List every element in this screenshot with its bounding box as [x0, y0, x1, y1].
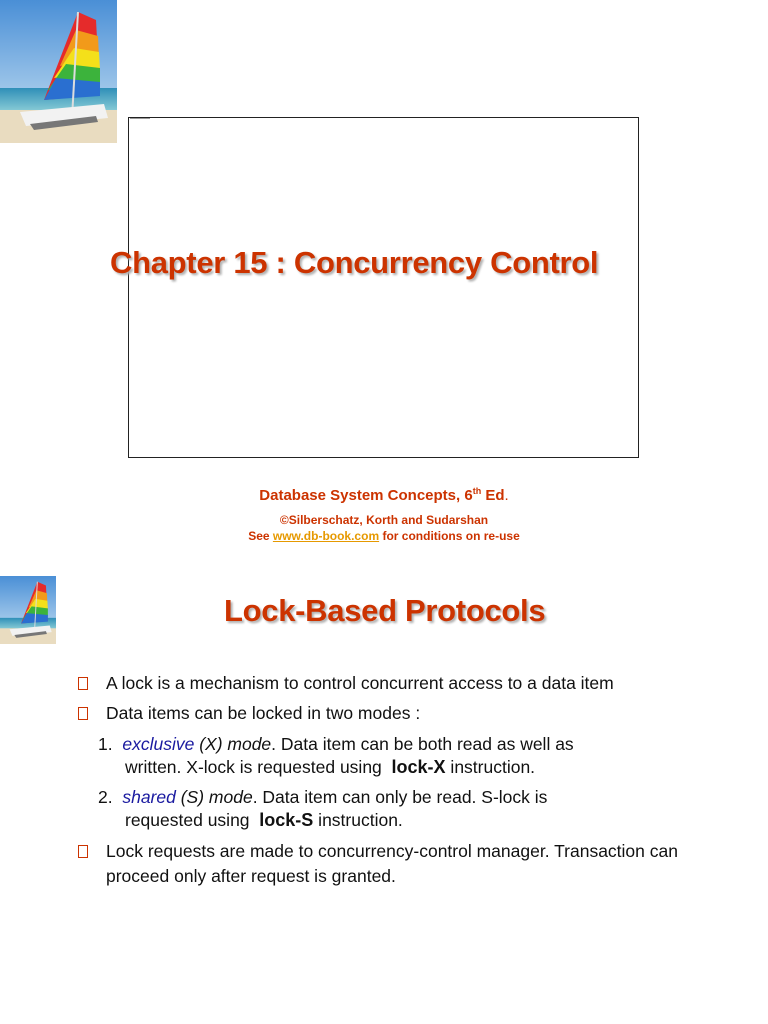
mode-label: (X) mode	[194, 734, 272, 754]
book-name: Database System Concepts, 6	[259, 487, 473, 504]
bullet-lock-modes: Data items can be locked in two modes :	[106, 703, 421, 723]
edition-superscript: th	[472, 486, 482, 496]
lock-s-command: lock-S	[259, 810, 314, 830]
copyright-line: ©Silberschatz, Korth and Sudarshan	[279, 513, 489, 527]
reuse-prefix: See	[248, 529, 273, 543]
list-item-exclusive-line2: written. X-lock is requested using lock-X instruction.	[125, 757, 536, 777]
square-bullet-icon	[78, 677, 88, 690]
sailboat-image	[0, 576, 56, 644]
item-text: . Data item can be both read as well as	[271, 734, 574, 754]
slide-title: Lock-Based Protocols	[224, 593, 546, 628]
frame-marker	[130, 118, 150, 119]
edition-label: Ed	[481, 487, 505, 504]
list-number: 1.	[98, 734, 113, 754]
title-slide-frame	[128, 117, 639, 458]
list-item-shared	[98, 787, 547, 808]
lock-x-command: lock-X	[391, 757, 446, 777]
item-text: . Data item can only be read. S-lock is	[252, 787, 548, 807]
list-number: 2.	[98, 787, 113, 807]
term-exclusive: exclusive	[122, 734, 195, 754]
bullet-lock-definition: A lock is a mechanism to control concurrent access to a data item	[106, 673, 614, 693]
mode-label: (S) mode	[175, 787, 253, 807]
sailboat-image	[0, 0, 117, 143]
book-citation: Database System Concepts, 6th Ed.	[259, 486, 509, 504]
list-item-shared-line2: requested using lock-S instruction.	[125, 810, 403, 830]
square-bullet-icon	[78, 845, 88, 858]
bullet-lock-requests-line2: proceed only after request is granted.	[106, 866, 396, 886]
list-item-exclusive	[98, 734, 574, 755]
db-book-link[interactable]: www.db-book.com	[272, 529, 380, 543]
term-shared: shared	[122, 787, 176, 807]
square-bullet-icon	[78, 707, 88, 720]
reuse-suffix: for conditions on re-use	[379, 529, 520, 543]
bullet-lock-requests: Lock requests are made to concurrency-control manager. Transaction can	[106, 841, 678, 861]
reuse-notice	[0, 529, 768, 543]
chapter-title: Chapter 15 : Concurrency Control	[110, 245, 599, 280]
